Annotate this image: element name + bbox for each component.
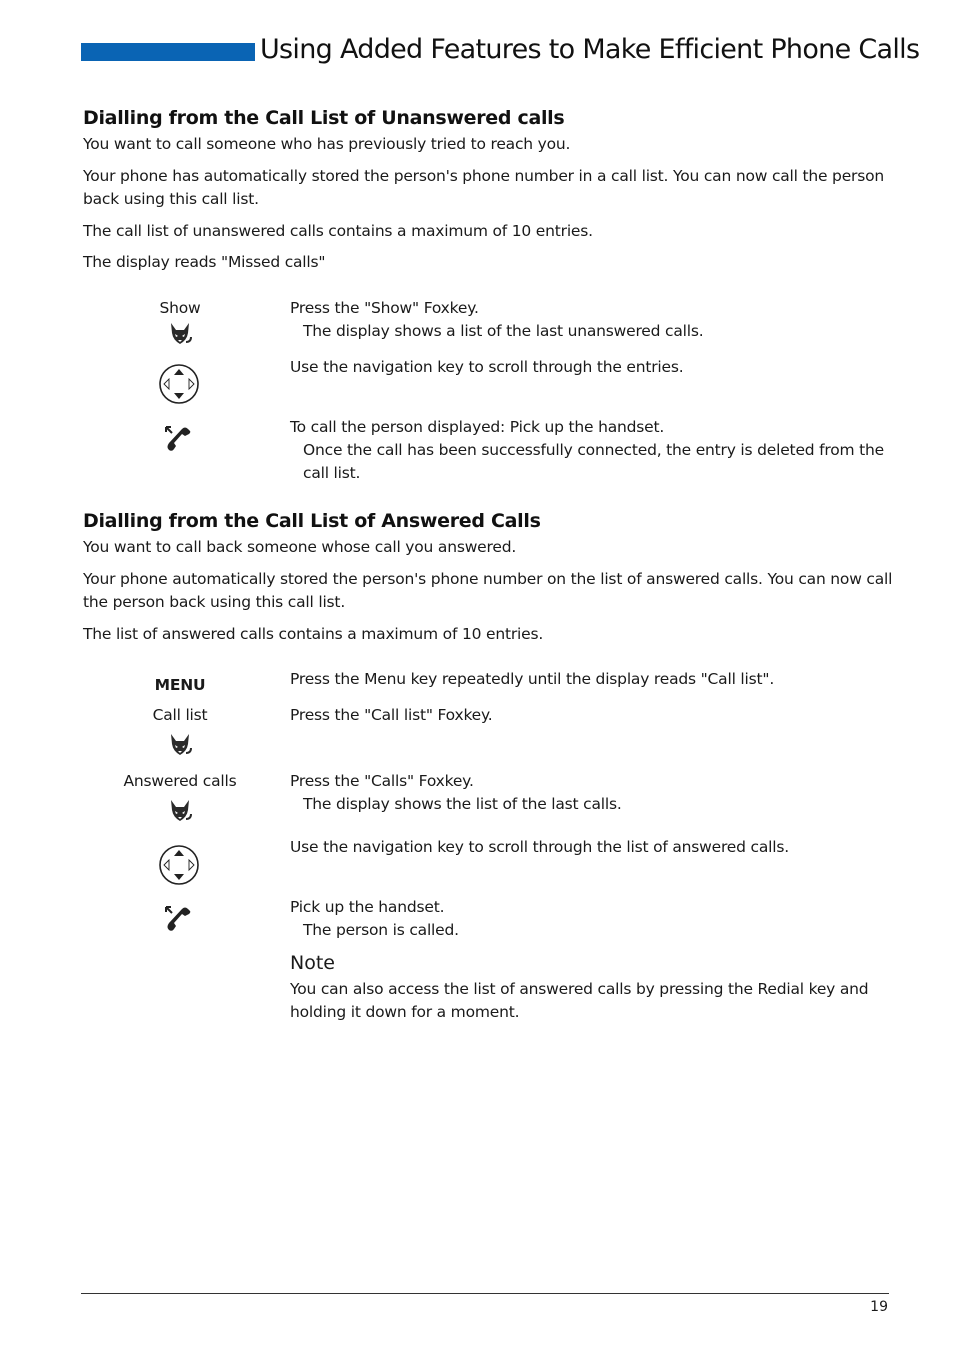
step-result: Once the call has been successfully connected, the entry is deleted from the call list. (303, 441, 884, 482)
navigation-key-icon[interactable] (158, 363, 200, 405)
show-foxkey-label: Show (159, 299, 201, 317)
paragraph: The display reads "Missed calls" (83, 253, 326, 271)
step-text (290, 836, 890, 859)
step-text (290, 896, 890, 942)
menu-key-label[interactable]: MENU (154, 676, 206, 694)
navigation-key-icon[interactable] (158, 844, 200, 886)
page-title: Using Added Features to Make Efficient Phone Calls (260, 34, 920, 65)
step-result: The person is called. (303, 921, 459, 939)
step-text (290, 416, 890, 485)
step-text (290, 668, 890, 691)
fox-key-icon[interactable] (166, 797, 194, 825)
step-instruction: Press the "Show" Foxkey. (290, 299, 479, 317)
note-heading: Note (290, 952, 335, 974)
paragraph: You want to call back someone whose call you answered. (83, 538, 517, 556)
step-instruction: Use the navigation key to scroll through the entries. (290, 358, 684, 376)
footer-divider (81, 1293, 889, 1294)
step-result: The display shows the list of the last calls. (303, 795, 622, 813)
paragraph: The call list of unanswered calls contains a maximum of 10 entries. (83, 222, 593, 240)
paragraph: Your phone automatically stored the person's phone number on the list of answered calls. You can now call the person back using this call list. (83, 570, 893, 611)
answered-calls-foxkey-label: Answered calls (123, 772, 237, 790)
paragraph: You want to call someone who has previously tried to reach you. (83, 135, 571, 153)
step-instruction: Press the "Calls" Foxkey. (290, 772, 474, 790)
header-accent-bar (81, 43, 255, 61)
call-list-foxkey-label: Call list (152, 706, 208, 724)
fox-key-icon[interactable] (166, 320, 194, 348)
handset-icon[interactable] (162, 421, 196, 455)
step-instruction: Pick up the handset. (290, 898, 445, 916)
step-text (290, 770, 890, 816)
step-text (290, 356, 890, 379)
paragraph: Your phone has automatically stored the person's phone number in a call list. You can now call the person back using this call list. (83, 167, 884, 208)
step-instruction: Use the navigation key to scroll through the list of answered calls. (290, 838, 789, 856)
step-result: The display shows a list of the last unanswered calls. (303, 322, 704, 340)
page-number: 19 (870, 1299, 888, 1315)
note-text: You can also access the list of answered calls by pressing the Redial key and holding it down for a moment. (290, 980, 869, 1021)
step-instruction: Press the Menu key repeatedly until the display reads "Call list". (290, 670, 775, 688)
step-instruction: Press the "Call list" Foxkey. (290, 706, 493, 724)
step-instruction: To call the person displayed: Pick up the handset. (290, 418, 665, 436)
step-text (290, 704, 890, 727)
section-heading-unanswered: Dialling from the Call List of Unanswered calls (83, 107, 565, 129)
section-heading-answered: Dialling from the Call List of Answered Calls (83, 510, 541, 532)
fox-key-icon[interactable] (166, 731, 194, 759)
paragraph: The list of answered calls contains a maximum of 10 entries. (83, 625, 544, 643)
handset-icon[interactable] (162, 901, 196, 935)
step-text (290, 297, 890, 343)
